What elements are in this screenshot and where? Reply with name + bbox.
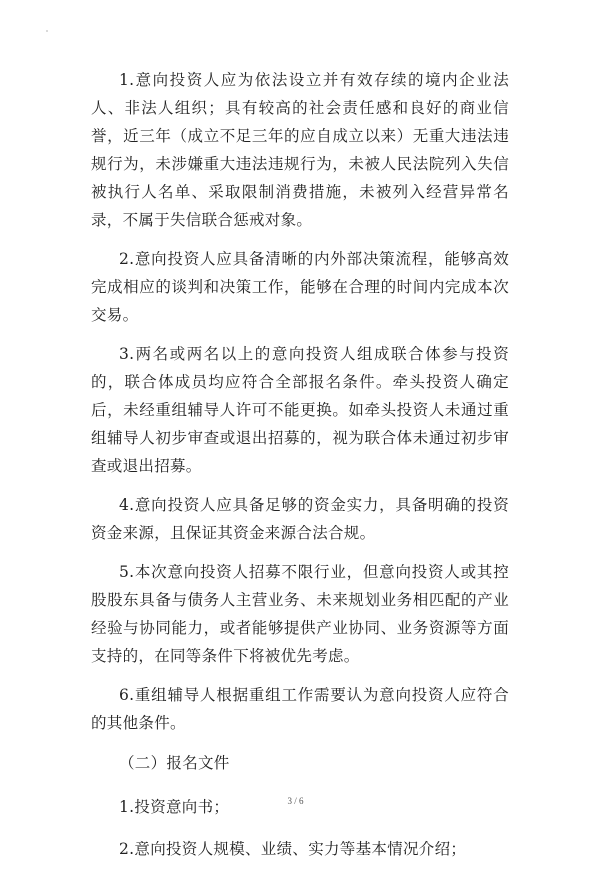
condition-paragraph-4: 4.意向投资人应具备足够的资金实力，具备明确的投资资金来源，且保证其资金来源合法合规。 bbox=[91, 496, 509, 542]
condition-paragraph-5: 5.本次意向投资人招募不限行业，但意向投资人或其控股股东具备与债务人主营业务、未来规划业务相匹配的产业经验与协同能力，或者能够提供产业协同、业务资源等方面支持的，在同等条件下将被优先考虑。 bbox=[91, 563, 509, 665]
file-item-1: 1.投资意向书； bbox=[119, 798, 230, 816]
condition-paragraph-6: 6.重组辅导人根据重组工作需要认为意向投资人应符合的其他条件。 bbox=[91, 686, 509, 732]
page-number: 3 / 6 bbox=[287, 796, 304, 806]
condition-paragraph-3: 3.两名或两名以上的意向投资人组成联合体参与投资的，联合体成员均应符合全部报名条件。牵头投资人确定后，未经重组辅导人许可不能更换。如牵头投资人未通过重组辅导人初步审查或退出招募的，视为联合体未通过初步审查或退出招募。 bbox=[91, 345, 509, 475]
scan-speck bbox=[46, 30, 48, 32]
document-body bbox=[91, 66, 509, 877]
condition-paragraph-2: 2.意向投资人应具备清晰的内外部决策流程，能够高效完成相应的谈判和决策工作，能够在合理的时间内完成本次交易。 bbox=[91, 250, 509, 324]
file-item-2: 2.意向投资人规模、业绩、实力等基本情况介绍； bbox=[119, 840, 467, 858]
condition-paragraph-1: 1.意向投资人应为依法设立并有效存续的境内企业法人、非法人组织；具有较高的社会责任感和良好的商业信誉，近三年（成立不足三年的应自成立以来）无重大违法违规行为，未涉嫌重大违法违规行为，未被人民法院列入失信被执行人名单、采取限制消费措施，未被列入经营异常名录，不属于失信联合惩戒对象。 bbox=[91, 71, 509, 229]
section-heading: （二）报名文件 bbox=[119, 754, 230, 772]
